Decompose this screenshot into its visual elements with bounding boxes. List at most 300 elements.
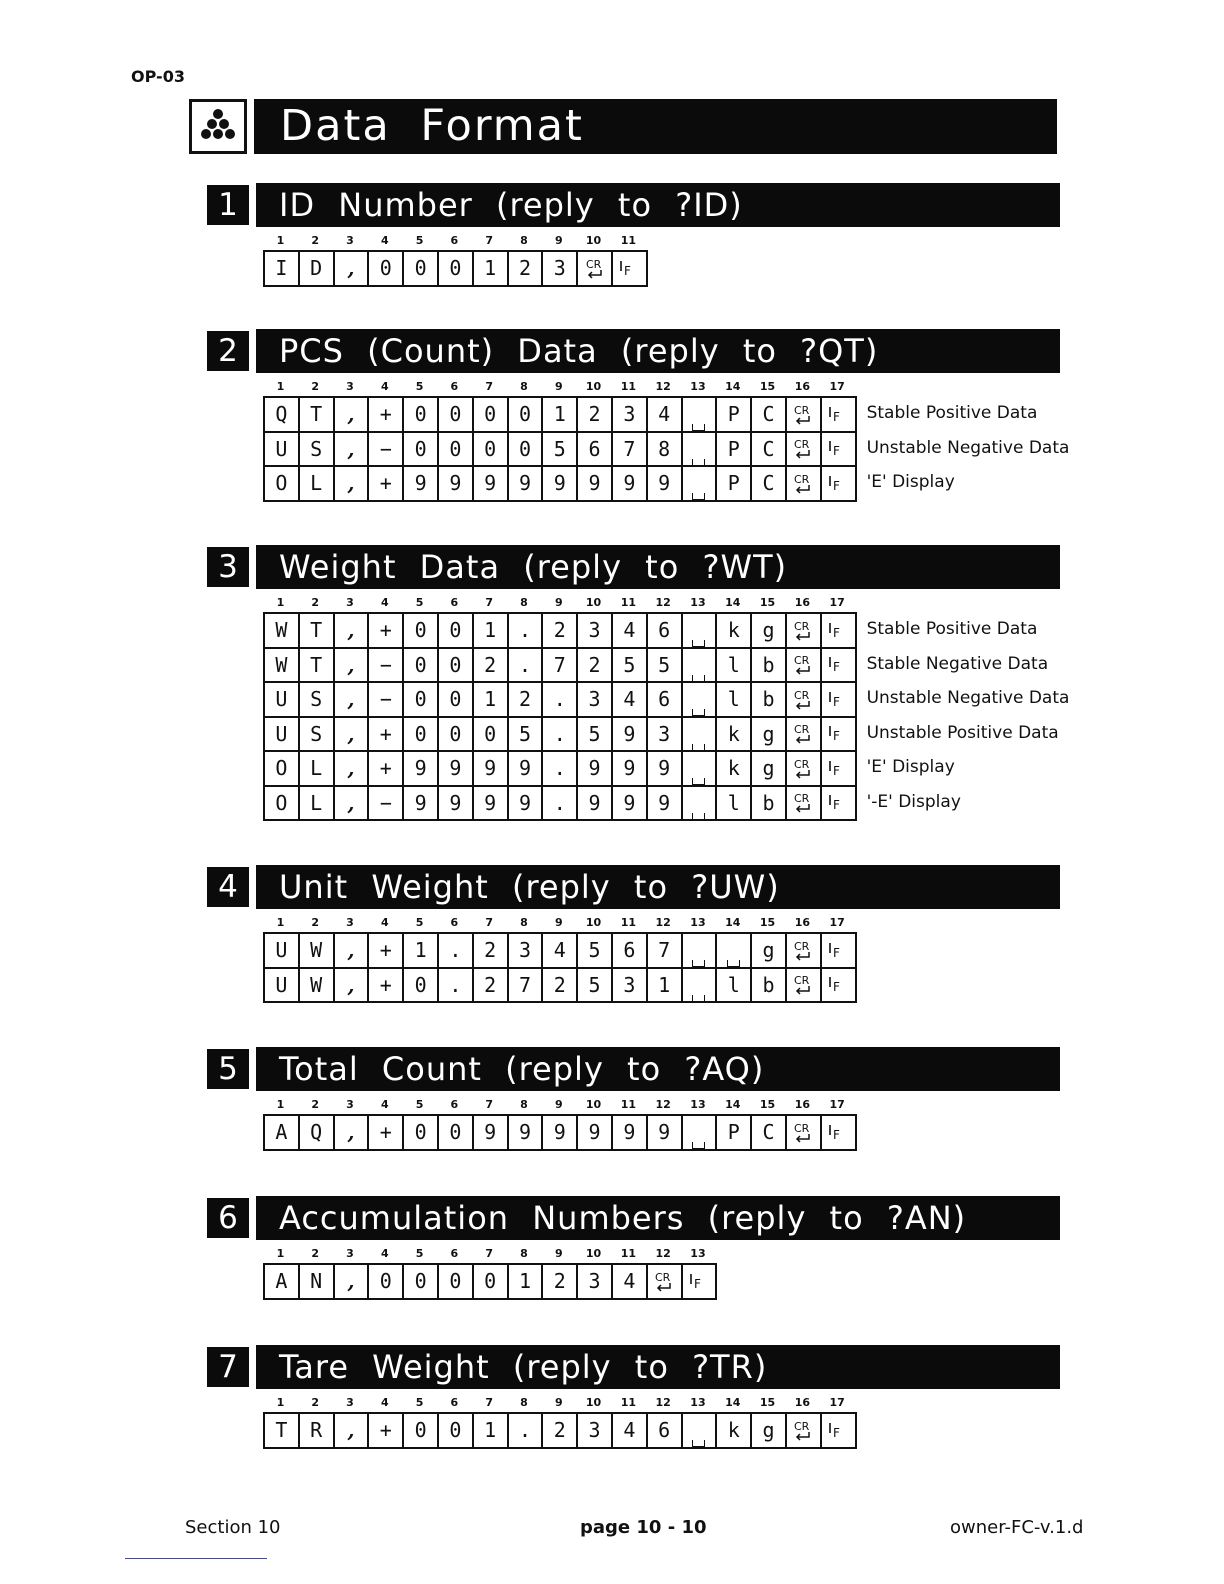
line-feed-icon: [822, 467, 857, 500]
table-cell: +: [369, 398, 404, 431]
table-body: [263, 1412, 1060, 1447]
table-cell: g: [752, 718, 787, 751]
column-index: 4: [380, 1247, 389, 1260]
space-icon: [683, 649, 718, 682]
column-index: 12: [655, 916, 671, 929]
column-index: 17: [829, 1396, 845, 1409]
table-body: [263, 250, 1060, 285]
page-title: Data Format: [280, 101, 584, 151]
table-row: [263, 250, 1060, 285]
svg-text:F: F: [833, 1127, 841, 1142]
svg-text:CR: CR: [794, 619, 810, 633]
table-cell: ,: [335, 433, 370, 466]
table-cell: −: [369, 649, 404, 682]
column-index: 4: [380, 1396, 389, 1409]
svg-text:F: F: [833, 694, 841, 709]
table-cell: D: [300, 252, 335, 285]
svg-text:CR: CR: [794, 939, 810, 953]
column-index: 4: [380, 380, 389, 393]
section-4: [207, 865, 1060, 1001]
table-cell: 1: [648, 969, 683, 1002]
table-cell: ,: [335, 467, 370, 500]
column-index: 9: [554, 1098, 563, 1111]
line-feed-icon: [822, 649, 857, 682]
table-cell: .: [439, 969, 474, 1002]
svg-text:F: F: [833, 763, 841, 778]
table-cell: L: [300, 787, 335, 820]
section-title: ID Number (reply to ?ID): [279, 186, 743, 224]
column-index: 11: [620, 1396, 637, 1409]
svg-text:F: F: [833, 945, 841, 960]
table-cell: 0: [404, 649, 439, 682]
section-number: 1: [207, 185, 249, 225]
svg-text:CR: CR: [585, 257, 601, 271]
svg-text:F: F: [833, 660, 841, 674]
column-index: 6: [450, 596, 459, 609]
table-cell: 5: [578, 718, 613, 751]
table-cell: 6: [648, 614, 683, 647]
column-index: 14: [725, 380, 741, 393]
table-cell: 9: [613, 752, 648, 785]
table-cell: ,: [335, 787, 370, 820]
svg-text:F: F: [693, 1276, 701, 1291]
column-index-row: [263, 1394, 1060, 1412]
table-cell: .: [543, 752, 578, 785]
table-cell: l: [717, 683, 752, 716]
table-row: [263, 647, 1060, 682]
column-index: 4: [380, 916, 389, 929]
logo-icon: [189, 99, 247, 154]
column-index: 1: [276, 1098, 285, 1111]
svg-text:CR: CR: [794, 792, 810, 805]
section-1: [207, 183, 1060, 285]
table-cell: 0: [439, 649, 474, 682]
table-cell: 0: [404, 1414, 439, 1447]
table-cell: 9: [474, 787, 509, 820]
table-cell: A: [265, 1265, 300, 1298]
table-cell: 3: [578, 1414, 613, 1447]
table-cell: O: [265, 787, 300, 820]
table-cell: 4: [613, 614, 648, 647]
table-cell: k: [717, 1414, 752, 1447]
space-icon: [683, 718, 718, 751]
column-index: 5: [415, 1396, 424, 1409]
table-cell: P: [717, 398, 752, 431]
table-cell: 4: [543, 934, 578, 967]
column-index: 5: [415, 1098, 424, 1111]
column-index: 11: [620, 1247, 637, 1260]
table-cell: +: [369, 718, 404, 751]
table-cell: 0: [404, 433, 439, 466]
format-table: [263, 232, 1060, 285]
carriage-return-icon: [787, 1414, 822, 1447]
column-index: 6: [450, 1396, 459, 1409]
column-index: 7: [485, 380, 493, 393]
column-index: 12: [655, 596, 671, 609]
carriage-return-icon: [787, 433, 822, 466]
column-index: 7: [485, 1396, 493, 1409]
format-table: [263, 378, 1070, 500]
table-cell: k: [717, 752, 752, 785]
table-cell: Q: [265, 398, 300, 431]
column-index: 9: [554, 234, 563, 247]
carriage-return-icon: [787, 1116, 822, 1149]
table-cell: .: [543, 718, 578, 751]
space-icon: [683, 433, 718, 466]
section-number: 5: [207, 1049, 249, 1089]
row-label: Stable Negative Data: [866, 653, 1049, 674]
carriage-return-icon: [648, 1265, 683, 1298]
table-cell: 9: [474, 467, 509, 500]
column-index: 7: [485, 234, 493, 247]
column-index: 4: [380, 1098, 389, 1111]
table-cell: g: [752, 934, 787, 967]
table-cell: A: [265, 1116, 300, 1149]
svg-text:F: F: [833, 409, 841, 424]
table-cell: 9: [474, 1116, 509, 1149]
table-cell: 2: [543, 614, 578, 647]
column-index: 8: [520, 596, 528, 609]
table-cell: 9: [578, 467, 613, 500]
column-index: 3: [346, 596, 354, 609]
column-index: 14: [725, 1396, 741, 1409]
svg-text:F: F: [833, 625, 841, 640]
carriage-return-icon: [787, 683, 822, 716]
table-cell: 5: [543, 433, 578, 466]
table-cell: 5: [613, 649, 648, 682]
table-cell: W: [265, 614, 300, 647]
svg-text:F: F: [833, 1425, 841, 1440]
table-cell: +: [369, 467, 404, 500]
table-cell: 0: [439, 433, 474, 466]
table-cell: 0: [474, 433, 509, 466]
table-cell: ,: [335, 1116, 370, 1149]
table-cell: 0: [369, 252, 404, 285]
carriage-return-icon: [787, 969, 822, 1002]
svg-text:CR: CR: [794, 654, 810, 667]
table-cell: 8: [648, 433, 683, 466]
table-cell: ,: [335, 1265, 370, 1298]
line-feed-icon: [822, 718, 857, 751]
section-title-bar: [256, 545, 1060, 589]
column-index: 6: [450, 1247, 459, 1260]
table-row: [263, 1114, 1060, 1149]
table-cell: 9: [509, 1116, 544, 1149]
space-icon: [683, 934, 718, 967]
table-cell: 5: [578, 934, 613, 967]
table-cell: .: [543, 787, 578, 820]
table-cell: 9: [404, 467, 439, 500]
table-cell: 9: [613, 467, 648, 500]
table-cell: 2: [474, 649, 509, 682]
table-cell: 7: [613, 433, 648, 466]
table-cell: ,: [335, 1414, 370, 1447]
space-icon: [683, 787, 718, 820]
column-index: 2: [311, 916, 320, 929]
row-label: 'E' Display: [866, 757, 955, 777]
column-index: 13: [690, 380, 706, 393]
table-cell: 0: [474, 718, 509, 751]
table-cell: +: [369, 969, 404, 1002]
table-cell: ,: [335, 614, 370, 647]
section-number: 6: [207, 1198, 249, 1238]
section-number: 3: [207, 547, 249, 587]
table-cell: 3: [613, 398, 648, 431]
column-index: 9: [554, 916, 563, 929]
table-cell: b: [752, 787, 787, 820]
column-index: 7: [485, 596, 493, 609]
column-index: 1: [276, 380, 285, 393]
table-cell: 9: [404, 752, 439, 785]
column-index: 3: [346, 234, 354, 247]
svg-text:CR: CR: [794, 974, 810, 987]
table-cell: L: [300, 467, 335, 500]
svg-text:F: F: [833, 729, 841, 743]
table-cell: 0: [404, 614, 439, 647]
column-index: 1: [276, 916, 285, 929]
table-cell: 1: [404, 934, 439, 967]
footer-doc-id: owner-FC-v.1.d: [950, 1517, 1084, 1538]
table-cell: 6: [648, 1414, 683, 1447]
table-cell: 4: [613, 1265, 648, 1298]
table-cell: 0: [439, 1116, 474, 1149]
space-icon: [683, 398, 718, 431]
column-index: 13: [690, 596, 706, 609]
table-cell: 0: [474, 398, 509, 431]
table-cell: T: [300, 649, 335, 682]
svg-text:CR: CR: [794, 1419, 810, 1433]
table-cell: +: [369, 1414, 404, 1447]
table-cell: 0: [474, 1265, 509, 1298]
row-label: 'E' Display: [866, 472, 955, 492]
table-cell: l: [717, 787, 752, 820]
table-cell: 6: [578, 433, 613, 466]
column-index: 9: [554, 1247, 563, 1260]
table-cell: b: [752, 683, 787, 716]
column-index: 7: [485, 1247, 493, 1260]
space-icon: [683, 467, 718, 500]
table-cell: .: [439, 934, 474, 967]
table-cell: N: [300, 1265, 335, 1298]
section-5: [207, 1047, 1060, 1149]
column-index: 14: [725, 596, 741, 609]
carriage-return-icon: [787, 467, 822, 500]
line-feed-icon: [822, 1116, 857, 1149]
column-index: 16: [794, 1098, 810, 1111]
section-title: Tare Weight (reply to ?TR): [279, 1348, 768, 1386]
table-cell: 3: [578, 683, 613, 716]
column-index: 15: [759, 596, 776, 609]
table-cell: 9: [543, 467, 578, 500]
column-index: 8: [520, 234, 528, 247]
column-index: 15: [759, 916, 776, 929]
section-header: [207, 329, 1060, 373]
table-cell: 0: [369, 1265, 404, 1298]
table-cell: 9: [509, 467, 544, 500]
table-cell: +: [369, 934, 404, 967]
table-cell: 4: [613, 683, 648, 716]
space-icon: [717, 934, 752, 967]
page-title-block: [189, 99, 1057, 154]
column-index: 3: [346, 380, 354, 393]
table-row: [263, 716, 1060, 751]
carriage-return-icon: [787, 614, 822, 647]
column-index: 4: [380, 234, 389, 247]
column-index: 5: [415, 234, 424, 247]
table-cell: 9: [613, 787, 648, 820]
space-icon: [683, 683, 718, 716]
table-body: [263, 612, 1070, 819]
table-cell: P: [717, 1116, 752, 1149]
table-cell: ,: [335, 969, 370, 1002]
column-index: 5: [415, 1247, 424, 1260]
carriage-return-icon: [578, 252, 613, 285]
table-cell: b: [752, 969, 787, 1002]
table-cell: W: [265, 649, 300, 682]
table-cell: 4: [648, 398, 683, 431]
column-index: 5: [415, 380, 424, 393]
column-index: 5: [415, 916, 424, 929]
table-cell: T: [300, 398, 335, 431]
space-icon: [683, 1414, 718, 1447]
footer-page: page 10 - 10: [580, 1517, 707, 1538]
table-row: [263, 612, 1060, 647]
section-header: [207, 1196, 1060, 1240]
svg-text:CR: CR: [794, 438, 810, 451]
footer-section: Section 10: [185, 1517, 281, 1538]
table-cell: k: [717, 614, 752, 647]
table-cell: 0: [404, 718, 439, 751]
line-feed-icon: [822, 433, 857, 466]
column-index: 12: [655, 1247, 671, 1260]
table-cell: 0: [509, 398, 544, 431]
carriage-return-icon: [787, 649, 822, 682]
table-cell: U: [265, 433, 300, 466]
table-cell: ,: [335, 252, 370, 285]
page-code: OP-03: [131, 67, 185, 86]
column-index: 10: [585, 596, 602, 609]
section-title: Accumulation Numbers (reply to ?AN): [279, 1199, 967, 1237]
table-cell: 2: [543, 1414, 578, 1447]
table-cell: g: [752, 752, 787, 785]
column-index: 16: [794, 596, 810, 609]
table-cell: 3: [509, 934, 544, 967]
table-cell: 1: [474, 614, 509, 647]
column-index: 5: [415, 596, 424, 609]
table-cell: P: [717, 433, 752, 466]
table-cell: 0: [404, 969, 439, 1002]
table-cell: 2: [509, 252, 544, 285]
table-cell: 2: [474, 969, 509, 1002]
column-index: 8: [520, 380, 528, 393]
column-index: 8: [520, 1247, 528, 1260]
section-title: Total Count (reply to ?AQ): [279, 1050, 765, 1088]
table-cell: 5: [648, 649, 683, 682]
table-cell: 7: [543, 649, 578, 682]
line-feed-icon: [822, 787, 857, 820]
table-cell: 5: [509, 718, 544, 751]
column-index: 11: [620, 916, 637, 929]
column-index: 2: [311, 380, 320, 393]
table-cell: Q: [300, 1116, 335, 1149]
section-number: 2: [207, 331, 249, 371]
column-index: 14: [725, 1098, 741, 1111]
table-cell: 0: [404, 398, 439, 431]
format-table: [263, 1245, 1060, 1298]
line-feed-icon: [822, 1414, 857, 1447]
table-cell: 9: [578, 752, 613, 785]
column-index-row: [263, 232, 1060, 250]
table-cell: 9: [578, 1116, 613, 1149]
table-cell: 9: [648, 752, 683, 785]
section-number: 4: [207, 867, 249, 907]
column-index: 11: [620, 1098, 637, 1111]
svg-text:CR: CR: [794, 472, 810, 486]
table-cell: 0: [404, 1116, 439, 1149]
column-index: 8: [520, 1396, 528, 1409]
table-cell: S: [300, 718, 335, 751]
table-row: [263, 967, 1060, 1002]
column-index: 9: [554, 380, 563, 393]
table-cell: U: [265, 718, 300, 751]
column-index: 15: [759, 1098, 776, 1111]
table-cell: C: [752, 433, 787, 466]
column-index: 3: [346, 916, 354, 929]
section-header: [207, 183, 1060, 227]
table-cell: 0: [404, 252, 439, 285]
column-index: 12: [655, 1396, 671, 1409]
line-feed-icon: [822, 752, 857, 785]
table-row: [263, 396, 1060, 431]
table-cell: ,: [335, 649, 370, 682]
column-index: 6: [450, 234, 459, 247]
table-cell: S: [300, 683, 335, 716]
svg-text:F: F: [833, 444, 841, 458]
table-cell: U: [265, 969, 300, 1002]
table-cell: 9: [509, 787, 544, 820]
line-feed-icon: [822, 683, 857, 716]
row-label: Unstable Positive Data: [866, 722, 1059, 743]
table-cell: W: [300, 934, 335, 967]
section-2: [207, 329, 1070, 500]
table-cell: 0: [509, 433, 544, 466]
table-cell: U: [265, 683, 300, 716]
table-cell: C: [752, 467, 787, 500]
format-table: [263, 1096, 1060, 1149]
section-6: [207, 1196, 1060, 1298]
section-title-bar: [256, 1196, 1060, 1240]
table-body: [263, 1114, 1060, 1149]
svg-text:F: F: [833, 478, 841, 493]
table-cell: T: [265, 1414, 300, 1447]
table-cell: 3: [578, 1265, 613, 1298]
table-cell: 9: [509, 752, 544, 785]
section-title-bar: [256, 183, 1060, 227]
section-title-bar: [256, 329, 1060, 373]
table-cell: O: [265, 467, 300, 500]
table-cell: 9: [439, 752, 474, 785]
table-cell: C: [752, 1116, 787, 1149]
format-table: [263, 594, 1070, 819]
column-index: 1: [276, 234, 285, 247]
space-icon: [683, 1116, 718, 1149]
section-title: PCS (Count) Data (reply to ?QT): [279, 332, 879, 370]
table-cell: 0: [439, 252, 474, 285]
column-index: 11: [620, 596, 637, 609]
section-3: [207, 545, 1070, 819]
section-7: [207, 1345, 1060, 1447]
column-index: 11: [620, 234, 637, 247]
